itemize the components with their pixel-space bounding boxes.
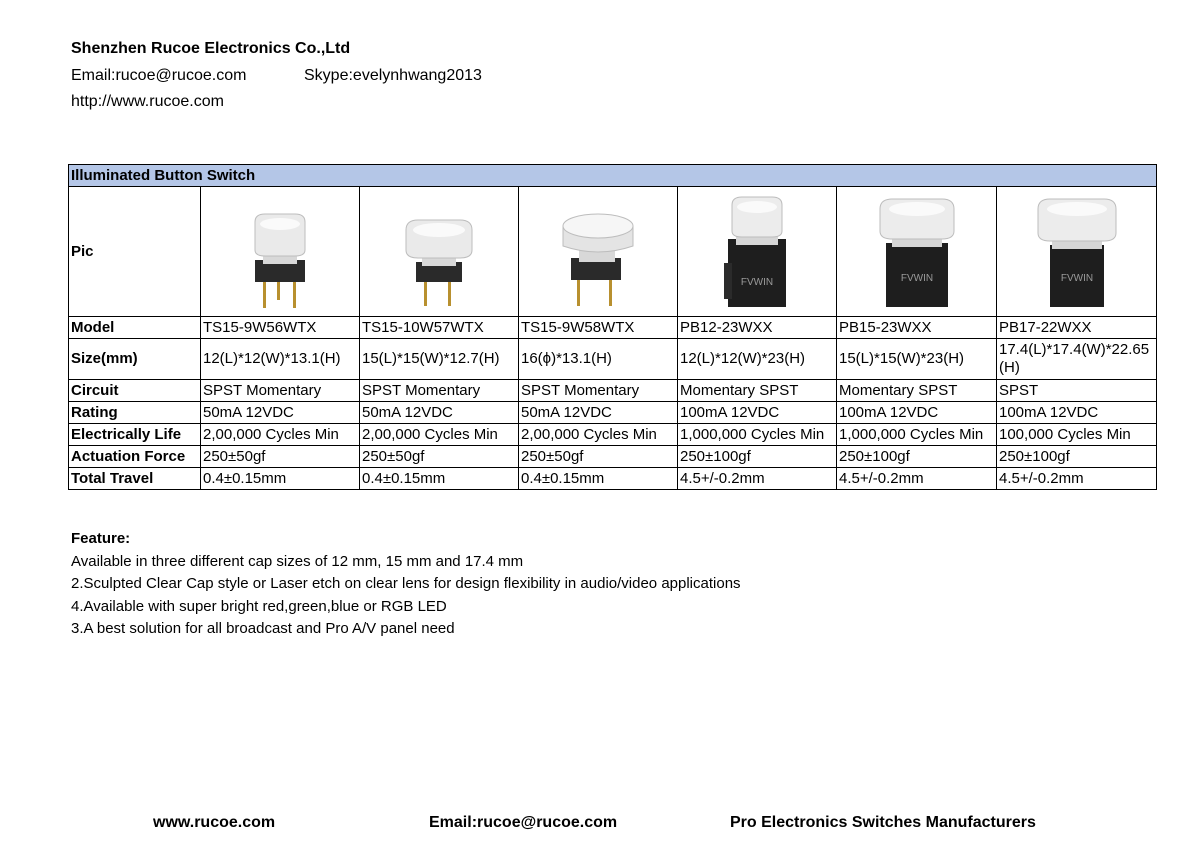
table-cell: 15(L)*15(W)*12.7(H) bbox=[360, 339, 519, 380]
table-title-row bbox=[69, 165, 1157, 187]
svg-text:FVWIN: FVWIN bbox=[900, 272, 933, 284]
row-label-life: Electrically Life bbox=[69, 424, 201, 446]
table-cell: 4.5+/-0.2mm bbox=[837, 468, 997, 490]
switch-image bbox=[384, 192, 494, 312]
table-cell: 12(L)*12(W)*13.1(H) bbox=[201, 339, 360, 380]
product-image-cell bbox=[519, 187, 678, 317]
switch-image bbox=[862, 191, 972, 313]
table-title: Illuminated Button Switch bbox=[69, 165, 1157, 187]
svg-text:FVWIN: FVWIN bbox=[740, 276, 774, 288]
table-cell: 50mA 12VDC bbox=[519, 402, 678, 424]
table-cell: 12(L)*12(W)*23(H) bbox=[678, 339, 837, 380]
product-image-cell bbox=[201, 187, 360, 317]
company-name: Shenzhen Rucoe Electronics Co.,Ltd bbox=[71, 40, 351, 57]
table-cell: 15(L)*15(W)*23(H) bbox=[837, 339, 997, 380]
feature-item: 3.A best solution for all broadcast and Pro A/V panel need bbox=[71, 620, 455, 637]
table-cell: 17.4(L)*17.4(W)*22.65(H) bbox=[997, 339, 1157, 380]
table-cell: 0.4±0.15mm bbox=[360, 468, 519, 490]
table-cell: SPST bbox=[997, 380, 1157, 402]
feature-item: 2.Sculpted Clear Cap style or Laser etch on clear lens for design flexibility in audio/video applications bbox=[71, 575, 741, 592]
table-cell: 250±100gf bbox=[837, 446, 997, 468]
features-section bbox=[71, 528, 741, 641]
header-skype: Skype:evelynhwang2013 bbox=[304, 67, 482, 84]
row-label-force: Actuation Force bbox=[69, 446, 201, 468]
table-cell: 1,000,000 Cycles Min bbox=[837, 424, 997, 446]
table-cell: PB15-23WXX bbox=[837, 317, 997, 339]
footer-tagline: Pro Electronics Switches Manufacturers bbox=[730, 814, 1036, 831]
table-row-size bbox=[69, 339, 1157, 380]
switch-image bbox=[702, 191, 812, 313]
table-row-travel bbox=[69, 468, 1157, 490]
table-row-pic bbox=[69, 187, 1157, 317]
row-label-circuit: Circuit bbox=[69, 380, 201, 402]
table-row-life bbox=[69, 424, 1157, 446]
table-cell: 250±100gf bbox=[997, 446, 1157, 468]
table-cell: Momentary SPST bbox=[837, 380, 997, 402]
table-row-model bbox=[69, 317, 1157, 339]
header-email: Email:rucoe@rucoe.com bbox=[71, 67, 247, 84]
table-cell: PB12-23WXX bbox=[678, 317, 837, 339]
row-label-travel: Total Travel bbox=[69, 468, 201, 490]
row-label-rating: Rating bbox=[69, 402, 201, 424]
table-cell: TS15-10W57WTX bbox=[360, 317, 519, 339]
header-url: http://www.rucoe.com bbox=[71, 93, 224, 110]
product-image-cell bbox=[360, 187, 519, 317]
table-cell: SPST Momentary bbox=[360, 380, 519, 402]
table-cell: 4.5+/-0.2mm bbox=[678, 468, 837, 490]
spec-table bbox=[68, 164, 1157, 490]
switch-image bbox=[1022, 191, 1132, 313]
table-cell: 0.4±0.15mm bbox=[201, 468, 360, 490]
product-image-cell bbox=[997, 187, 1157, 317]
table-row-force bbox=[69, 446, 1157, 468]
table-cell: PB17-22WXX bbox=[997, 317, 1157, 339]
product-image-cell bbox=[837, 187, 997, 317]
footer-site: www.rucoe.com bbox=[153, 814, 276, 831]
row-label-size: Size(mm) bbox=[69, 339, 201, 380]
table-cell: 2,00,000 Cycles Min bbox=[360, 424, 519, 446]
table-cell: 100mA 12VDC bbox=[837, 402, 997, 424]
footer-email: Email:rucoe@rucoe.com bbox=[429, 814, 618, 831]
feature-item: Available in three different cap sizes of 12 mm, 15 mm and 17.4 mm bbox=[71, 552, 524, 570]
switch-image bbox=[225, 192, 335, 312]
table-row-circuit bbox=[69, 380, 1157, 402]
row-label-pic: Pic bbox=[69, 187, 201, 317]
table-cell: SPST Momentary bbox=[519, 380, 678, 402]
table-cell: 100mA 12VDC bbox=[997, 402, 1157, 424]
table-cell: 250±50gf bbox=[201, 446, 360, 468]
table-row-rating bbox=[69, 402, 1157, 424]
table-cell: 16(ϕ)*13.1(H) bbox=[519, 339, 678, 380]
feature-item: 4.Available with super bright red,green,blue or RGB LED bbox=[71, 597, 447, 615]
table-cell: 100,000 Cycles Min bbox=[997, 424, 1157, 446]
table-cell: SPST Momentary bbox=[201, 380, 360, 402]
table-cell: Momentary SPST bbox=[678, 380, 837, 402]
table-cell: 50mA 12VDC bbox=[360, 402, 519, 424]
table-cell: 100mA 12VDC bbox=[678, 402, 837, 424]
table-cell: 1,000,000 Cycles Min bbox=[678, 424, 837, 446]
svg-text:FVWIN: FVWIN bbox=[1060, 272, 1093, 284]
table-cell: 2,00,000 Cycles Min bbox=[201, 424, 360, 446]
table-cell: 0.4±0.15mm bbox=[519, 468, 678, 490]
table-cell: 4.5+/-0.2mm bbox=[997, 468, 1157, 490]
table-cell: 250±50gf bbox=[519, 446, 678, 468]
table-cell: 50mA 12VDC bbox=[201, 402, 360, 424]
table-cell: 250±50gf bbox=[360, 446, 519, 468]
table-cell: TS15-9W56WTX bbox=[201, 317, 360, 339]
table-cell: TS15-9W58WTX bbox=[519, 317, 678, 339]
features-title: Feature: bbox=[71, 530, 131, 547]
switch-image bbox=[543, 192, 653, 312]
table-cell: 2,00,000 Cycles Min bbox=[519, 424, 678, 446]
table-cell: 250±100gf bbox=[678, 446, 837, 468]
product-image-cell bbox=[678, 187, 837, 317]
row-label-model: Model bbox=[69, 317, 201, 339]
